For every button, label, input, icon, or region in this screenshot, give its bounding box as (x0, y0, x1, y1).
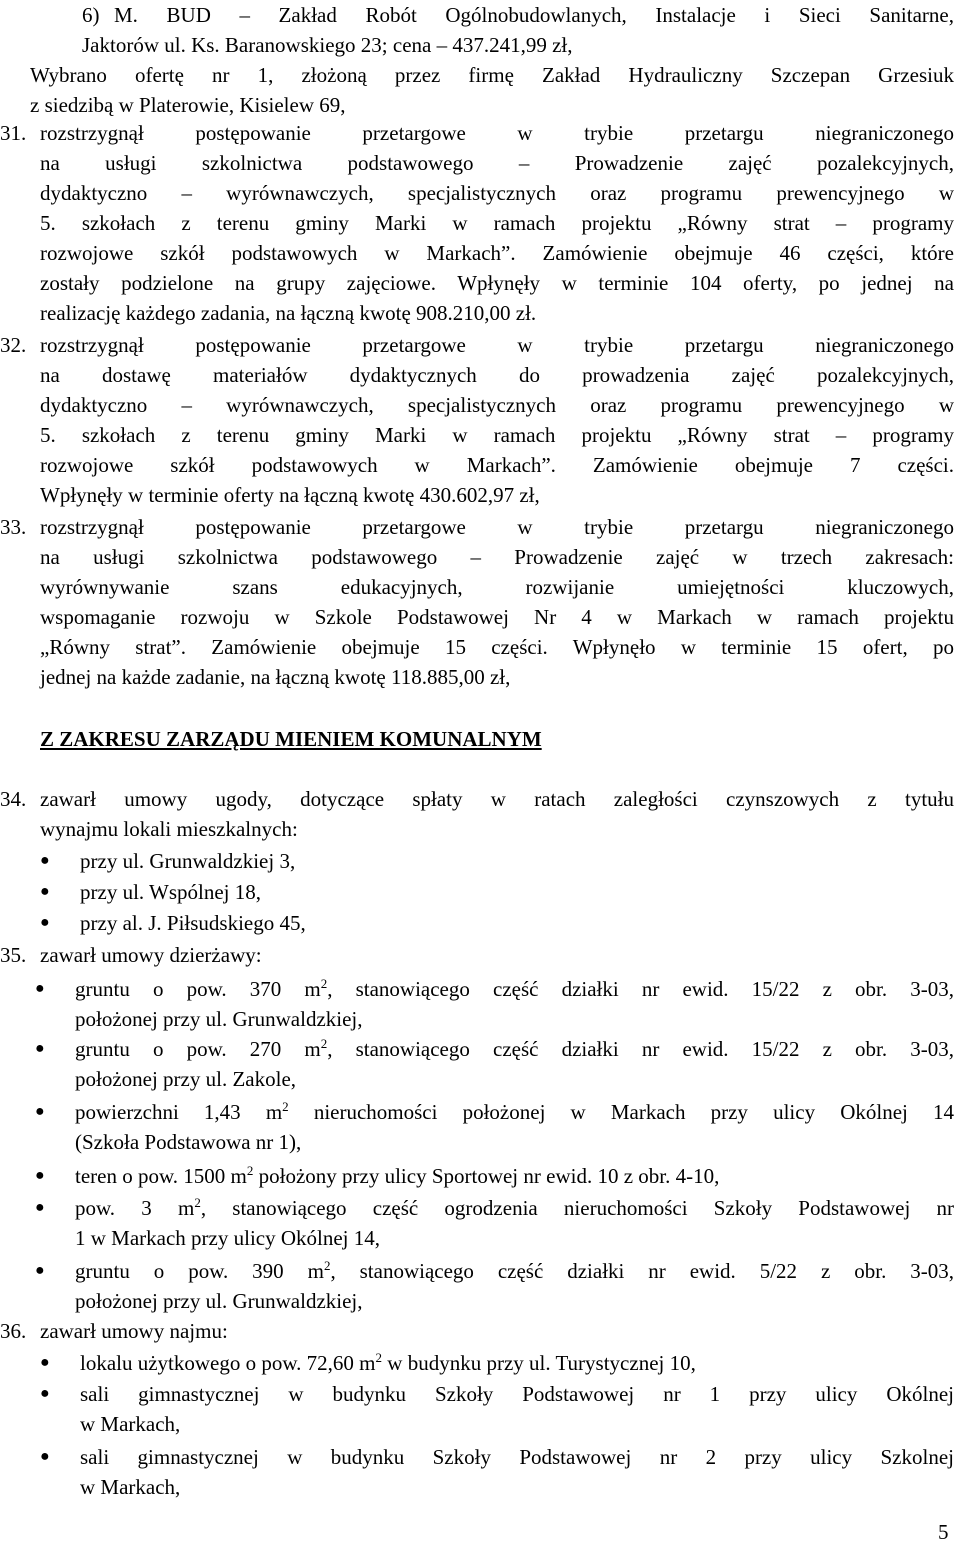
superscript: 2 (246, 1163, 254, 1178)
text-line: zawarł umowy najmu: (40, 1319, 228, 1343)
text-part: , stanowiącego część działki nr ewid. 15/22 z obr. 3-03, (327, 1037, 955, 1061)
text-line: zawarł umowy dzierżawy: (40, 943, 262, 967)
text-line: przy ul. Grunwaldzkiej 3, (80, 849, 296, 873)
text-part: , stanowiącego część działki nr ewid. 15/22 z obr. 3-03, (327, 977, 955, 1001)
bullet-list-34 (40, 846, 954, 939)
list-item (35, 974, 954, 1034)
list-item (35, 1193, 954, 1256)
list-item (40, 1379, 954, 1442)
text-line: na usługi szkolnictwa podstawowego – Prowadzenie zajęć w trzech zakresach: (40, 545, 954, 569)
text-line: położonej przy ul. Zakole, (75, 1067, 297, 1091)
text-part: w budynku przy ul. Turystycznej 10, (382, 1351, 696, 1375)
list-item (35, 1097, 954, 1161)
bullet-icon: ● (40, 1448, 50, 1465)
text-line: realizację każdego zadania, na łączną kwotę 908.210,00 zł. (40, 301, 537, 325)
list-item (40, 846, 954, 877)
item-number: 32. (0, 333, 27, 357)
superscript: 2 (375, 1350, 383, 1365)
bullet-icon: ● (35, 1262, 45, 1279)
superscript: 2 (320, 1036, 328, 1051)
list-item (40, 1442, 954, 1504)
bullet-list-35 (35, 974, 954, 1316)
bullet-icon: ● (35, 980, 45, 997)
bullet-icon: ● (35, 1040, 45, 1057)
bullet-icon: ● (40, 1385, 50, 1402)
text-line: rozstrzygnął postępowanie przetargowe w trybie przetargu niegraniczonego (40, 515, 954, 539)
item-number: 31. (0, 121, 27, 145)
superscript: 2 (194, 1195, 201, 1210)
list-item (35, 1256, 954, 1316)
bullet-icon: ● (35, 1167, 45, 1184)
text-line: 5. szkołach z terenu gminy Marki w ramach projektu „Równy strat – programy (40, 423, 954, 447)
bullet-icon: ● (35, 1103, 45, 1120)
text-line: dydaktyczno – wyrównawczych, specjalistycznych oraz programu prewencyjnego w (40, 181, 954, 205)
text-part: lokalu użytkowego o pow. 72,60 m (80, 1351, 376, 1375)
text-line: dydaktyczno – wyrównawczych, specjalistycznych oraz programu prewencyjnego w (40, 393, 954, 417)
text-part: , stanowiącego część działki nr ewid. 5/22 z obr. 3-03, (330, 1259, 954, 1283)
text-line: rozstrzygnął postępowanie przetargowe w trybie przetargu niegraniczonego (40, 121, 954, 145)
list-item (35, 1161, 954, 1193)
text-line: rozstrzygnął postępowanie przetargowe w trybie przetargu niegraniczonego (40, 333, 954, 357)
text-line: sali gimnastycznej w budynku Szkoły Podstawowej nr 2 przy ulicy Szkolnej (80, 1445, 954, 1469)
item-number: 35. (0, 943, 27, 967)
text-line: na usługi szkolnictwa podstawowego – Prowadzenie zajęć pozalekcyjnych, (40, 151, 954, 175)
text-part: gruntu o pow. 370 m (75, 977, 321, 1001)
bullet-icon: ● (40, 883, 50, 900)
text-line: w Markach, (80, 1475, 181, 1499)
list-item-6-continuation (30, 60, 954, 120)
text-line: (Szkoła Podstawowa nr 1), (75, 1130, 302, 1154)
text-line: „Równy strat”. Zamówienie obejmuje 15 części. Wpłynęło w terminie 15 ofert, po (40, 635, 954, 659)
list-item (40, 1348, 954, 1379)
item-number: 6) (82, 3, 100, 27)
bullet-icon: ● (40, 914, 50, 931)
text-part: pow. 3 m (75, 1196, 195, 1220)
text-line: rozwojowe szkół podstawowych w Markach”. Zamówienie obejmuje 46 części, które (40, 241, 954, 265)
bullet-list-36 (40, 1348, 954, 1504)
text-part: położony przy ulicy Sportowej nr ewid. 10 z obr. 4-10, (253, 1164, 720, 1188)
text-line: Wpłynęły w terminie oferty na łączną kwotę 430.602,97 zł, (40, 483, 540, 507)
text-line: wyrównywanie szans edukacyjnych, rozwijanie umiejętności kluczowych, (40, 575, 954, 599)
text-line: z siedzibą w Platerowie, Kisielew 69, (30, 93, 346, 117)
list-item (40, 877, 954, 908)
bullet-icon: ● (35, 1199, 45, 1216)
bullet-icon: ● (40, 852, 50, 869)
text-line: 1 w Markach przy ulicy Okólnej 14, (75, 1226, 381, 1250)
text-line: na dostawę materiałów dydaktycznych do prowadzenia zajęć pozalekcyjnych, (40, 363, 954, 387)
text-part: nieruchomości położonej w Markach przy ulicy Okólnej 14 (288, 1100, 955, 1124)
list-item (40, 908, 954, 939)
text-line: zawarł umowy ugody, dotyczące spłaty w ratach zaległości czynszowych z tytułu (40, 787, 954, 811)
superscript: 2 (320, 976, 328, 991)
list-item (35, 1034, 954, 1097)
text-line: Wybrano ofertę nr 1, złożoną przez firmę Zakład Hydrauliczny Szczepan Grzesiuk (30, 63, 954, 87)
text-line: wspomaganie rozwoju w Szkole Podstawowej Nr 4 w Markach w ramach projektu (40, 605, 954, 629)
item-number: 34. (0, 787, 27, 811)
text-line: w Markach, (80, 1412, 181, 1436)
text-line: M. BUD – Zakład Robót Ogólnobudowlanych, Instalacje i Sieci Sanitarne, (114, 3, 954, 27)
text-line: przy ul. Wspólnej 18, (80, 880, 262, 904)
text-line: Jaktorów ul. Ks. Baranowskiego 23; cena – 437.241,99 zł, (82, 33, 573, 57)
text-line: jednej na każde zadanie, na łączną kwotę 118.885,00 zł, (40, 665, 511, 689)
text-part: gruntu o pow. 390 m (75, 1259, 324, 1283)
text-line: zostały podzielone na grupy zajęciowe. Wpłynęły w terminie 104 oferty, po jednej na (40, 271, 954, 295)
superscript: 2 (323, 1258, 331, 1273)
bullet-icon: ● (40, 1354, 50, 1371)
text-line: przy al. J. Piłsudskiego 45, (80, 911, 306, 935)
text-line: rozwojowe szkół podstawowych w Markach”. Zamówienie obejmuje 7 części. (40, 453, 954, 477)
text-line: położonej przy ul. Grunwaldzkiej, (75, 1289, 363, 1313)
text-line: sali gimnastycznej w budynku Szkoły Podstawowej nr 1 przy ulicy Okólnej (80, 1382, 954, 1406)
text-line: położonej przy ul. Grunwaldzkiej, (75, 1007, 363, 1031)
text-part: teren o pow. 1500 m (75, 1164, 247, 1188)
item-number: 36. (0, 1319, 27, 1343)
page-number: 5 (938, 1520, 949, 1544)
text-part: gruntu o pow. 270 m (75, 1037, 321, 1061)
superscript: 2 (282, 1099, 289, 1114)
text-line: wynajmu lokali mieszkalnych: (40, 817, 298, 841)
text-part: powierzchni 1,43 m (75, 1100, 283, 1124)
item-number: 33. (0, 515, 27, 539)
section-heading: Z ZAKRESU ZARZĄDU MIENIEM KOMUNALNYM (40, 727, 542, 751)
text-part: , stanowiącego część ogrodzenia nieruchomości Szkoły Podstawowej nr (200, 1196, 954, 1220)
text-line: 5. szkołach z terenu gminy Marki w ramach projektu „Równy strat – programy (40, 211, 954, 235)
